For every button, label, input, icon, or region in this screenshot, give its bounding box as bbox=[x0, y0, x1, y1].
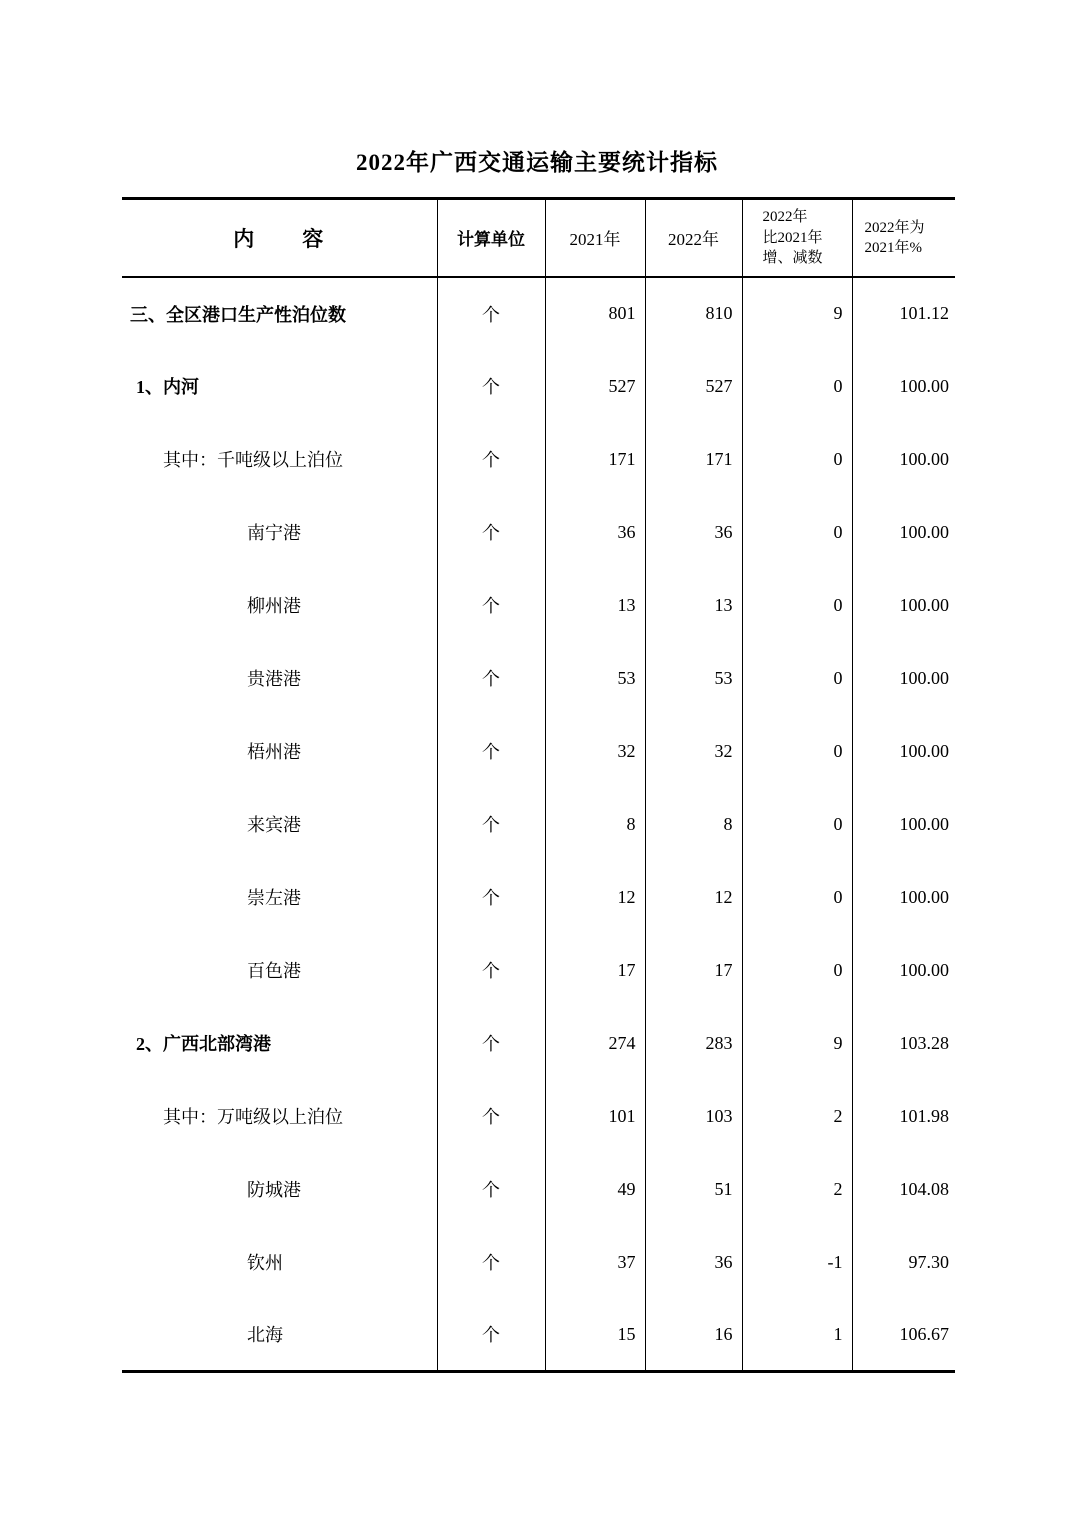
row-y2022: 527 bbox=[645, 350, 742, 423]
row-pct: 97.30 bbox=[852, 1226, 955, 1299]
row-diff: 0 bbox=[742, 569, 852, 642]
row-label: 防城港 bbox=[247, 1180, 301, 1200]
row-y2021: 527 bbox=[545, 350, 645, 423]
row-y2021: 171 bbox=[545, 423, 645, 496]
header-diff-line3: 增、减数 bbox=[762, 249, 823, 266]
row-unit: 个 bbox=[437, 1080, 545, 1153]
row-y2022: 53 bbox=[645, 642, 742, 715]
row-unit: 个 bbox=[437, 277, 545, 350]
row-pct: 100.00 bbox=[852, 569, 955, 642]
row-diff: 9 bbox=[742, 277, 852, 350]
header-content: 内 容 bbox=[122, 199, 437, 277]
row-unit: 个 bbox=[437, 934, 545, 1007]
row-diff: 2 bbox=[742, 1153, 852, 1226]
table-row bbox=[122, 569, 955, 642]
row-y2022: 171 bbox=[645, 423, 742, 496]
header-pct-line2: 2021年% bbox=[864, 239, 922, 256]
header-diff bbox=[742, 199, 852, 277]
row-y2021: 37 bbox=[545, 1226, 645, 1299]
page-title: 2022年广西交通运输主要统计指标 bbox=[356, 150, 718, 175]
row-label: 贵港港 bbox=[247, 669, 301, 689]
row-y2022: 103 bbox=[645, 1080, 742, 1153]
row-y2022: 810 bbox=[645, 277, 742, 350]
row-label: 其中：千吨级以上泊位 bbox=[163, 450, 343, 470]
row-diff: 0 bbox=[742, 788, 852, 861]
row-diff: 9 bbox=[742, 1007, 852, 1080]
row-pct: 100.00 bbox=[852, 642, 955, 715]
row-y2022: 8 bbox=[645, 788, 742, 861]
table-row bbox=[122, 788, 955, 861]
table-row bbox=[122, 496, 955, 569]
row-unit: 个 bbox=[437, 350, 545, 423]
row-y2022: 12 bbox=[645, 861, 742, 934]
header-diff-line1: 2022年 bbox=[762, 209, 808, 226]
row-diff: 0 bbox=[742, 934, 852, 1007]
row-y2022: 13 bbox=[645, 569, 742, 642]
table-row bbox=[122, 1007, 955, 1080]
table-header bbox=[122, 199, 955, 277]
row-unit: 个 bbox=[437, 1299, 545, 1372]
row-diff: 0 bbox=[742, 861, 852, 934]
row-y2022: 283 bbox=[645, 1007, 742, 1080]
header-diff-line2: 比2021年 bbox=[762, 229, 823, 246]
row-pct: 100.00 bbox=[852, 350, 955, 423]
row-pct: 104.08 bbox=[852, 1153, 955, 1226]
row-label: 南宁港 bbox=[247, 523, 301, 543]
row-diff: 0 bbox=[742, 496, 852, 569]
row-pct: 101.98 bbox=[852, 1080, 955, 1153]
row-unit: 个 bbox=[437, 715, 545, 788]
row-y2021: 8 bbox=[545, 788, 645, 861]
row-unit: 个 bbox=[437, 788, 545, 861]
header-pct bbox=[852, 199, 955, 277]
row-unit: 个 bbox=[437, 1226, 545, 1299]
stats-table bbox=[122, 197, 955, 1373]
row-pct: 100.00 bbox=[852, 715, 955, 788]
row-unit: 个 bbox=[437, 1153, 545, 1226]
row-label: 其中：万吨级以上泊位 bbox=[163, 1107, 343, 1127]
row-pct: 106.67 bbox=[852, 1299, 955, 1372]
row-unit: 个 bbox=[437, 569, 545, 642]
row-pct: 101.12 bbox=[852, 277, 955, 350]
table-row bbox=[122, 715, 955, 788]
row-y2021: 801 bbox=[545, 277, 645, 350]
header-2022: 2022年 bbox=[645, 199, 742, 277]
row-diff: 2 bbox=[742, 1080, 852, 1153]
table-row bbox=[122, 934, 955, 1007]
row-y2021: 49 bbox=[545, 1153, 645, 1226]
table-row bbox=[122, 1299, 955, 1372]
table-row bbox=[122, 350, 955, 423]
row-y2022: 32 bbox=[645, 715, 742, 788]
row-y2021: 17 bbox=[545, 934, 645, 1007]
row-y2022: 51 bbox=[645, 1153, 742, 1226]
row-unit: 个 bbox=[437, 423, 545, 496]
row-label: 钦州 bbox=[247, 1253, 283, 1273]
table-row bbox=[122, 1226, 955, 1299]
row-y2022: 16 bbox=[645, 1299, 742, 1372]
row-y2022: 17 bbox=[645, 934, 742, 1007]
row-diff: 1 bbox=[742, 1299, 852, 1372]
table-row bbox=[122, 1080, 955, 1153]
row-y2021: 36 bbox=[545, 496, 645, 569]
table-row bbox=[122, 861, 955, 934]
header-unit: 计算单位 bbox=[437, 199, 545, 277]
row-label: 三、全区港口生产性泊位数 bbox=[130, 304, 346, 325]
row-label: 梧州港 bbox=[247, 742, 301, 762]
header-row bbox=[122, 199, 955, 277]
table-body bbox=[122, 277, 955, 1372]
row-label: 百色港 bbox=[247, 961, 301, 981]
row-y2021: 101 bbox=[545, 1080, 645, 1153]
row-label: 2、广西北部湾港 bbox=[136, 1034, 271, 1054]
row-diff: 0 bbox=[742, 350, 852, 423]
row-y2021: 32 bbox=[545, 715, 645, 788]
row-y2021: 274 bbox=[545, 1007, 645, 1080]
row-label: 柳州港 bbox=[247, 596, 301, 616]
row-diff: 0 bbox=[742, 423, 852, 496]
row-y2021: 15 bbox=[545, 1299, 645, 1372]
row-diff: 0 bbox=[742, 715, 852, 788]
row-pct: 100.00 bbox=[852, 496, 955, 569]
row-pct: 100.00 bbox=[852, 788, 955, 861]
row-label: 崇左港 bbox=[247, 888, 301, 908]
row-label: 1、内河 bbox=[136, 377, 199, 397]
row-label: 来宾港 bbox=[247, 815, 301, 835]
table-row bbox=[122, 642, 955, 715]
row-unit: 个 bbox=[437, 496, 545, 569]
row-y2022: 36 bbox=[645, 496, 742, 569]
row-pct: 100.00 bbox=[852, 861, 955, 934]
row-diff: -1 bbox=[742, 1226, 852, 1299]
header-2021: 2021年 bbox=[545, 199, 645, 277]
row-pct: 100.00 bbox=[852, 934, 955, 1007]
header-pct-line1: 2022年为 bbox=[864, 219, 925, 236]
row-unit: 个 bbox=[437, 1007, 545, 1080]
table-row bbox=[122, 423, 955, 496]
table-row bbox=[122, 277, 955, 350]
row-diff: 0 bbox=[742, 642, 852, 715]
row-unit: 个 bbox=[437, 861, 545, 934]
row-pct: 100.00 bbox=[852, 423, 955, 496]
row-y2021: 53 bbox=[545, 642, 645, 715]
row-y2021: 13 bbox=[545, 569, 645, 642]
row-unit: 个 bbox=[437, 642, 545, 715]
row-y2021: 12 bbox=[545, 861, 645, 934]
row-label: 北海 bbox=[247, 1325, 283, 1346]
row-y2022: 36 bbox=[645, 1226, 742, 1299]
row-pct: 103.28 bbox=[852, 1007, 955, 1080]
table-row bbox=[122, 1153, 955, 1226]
